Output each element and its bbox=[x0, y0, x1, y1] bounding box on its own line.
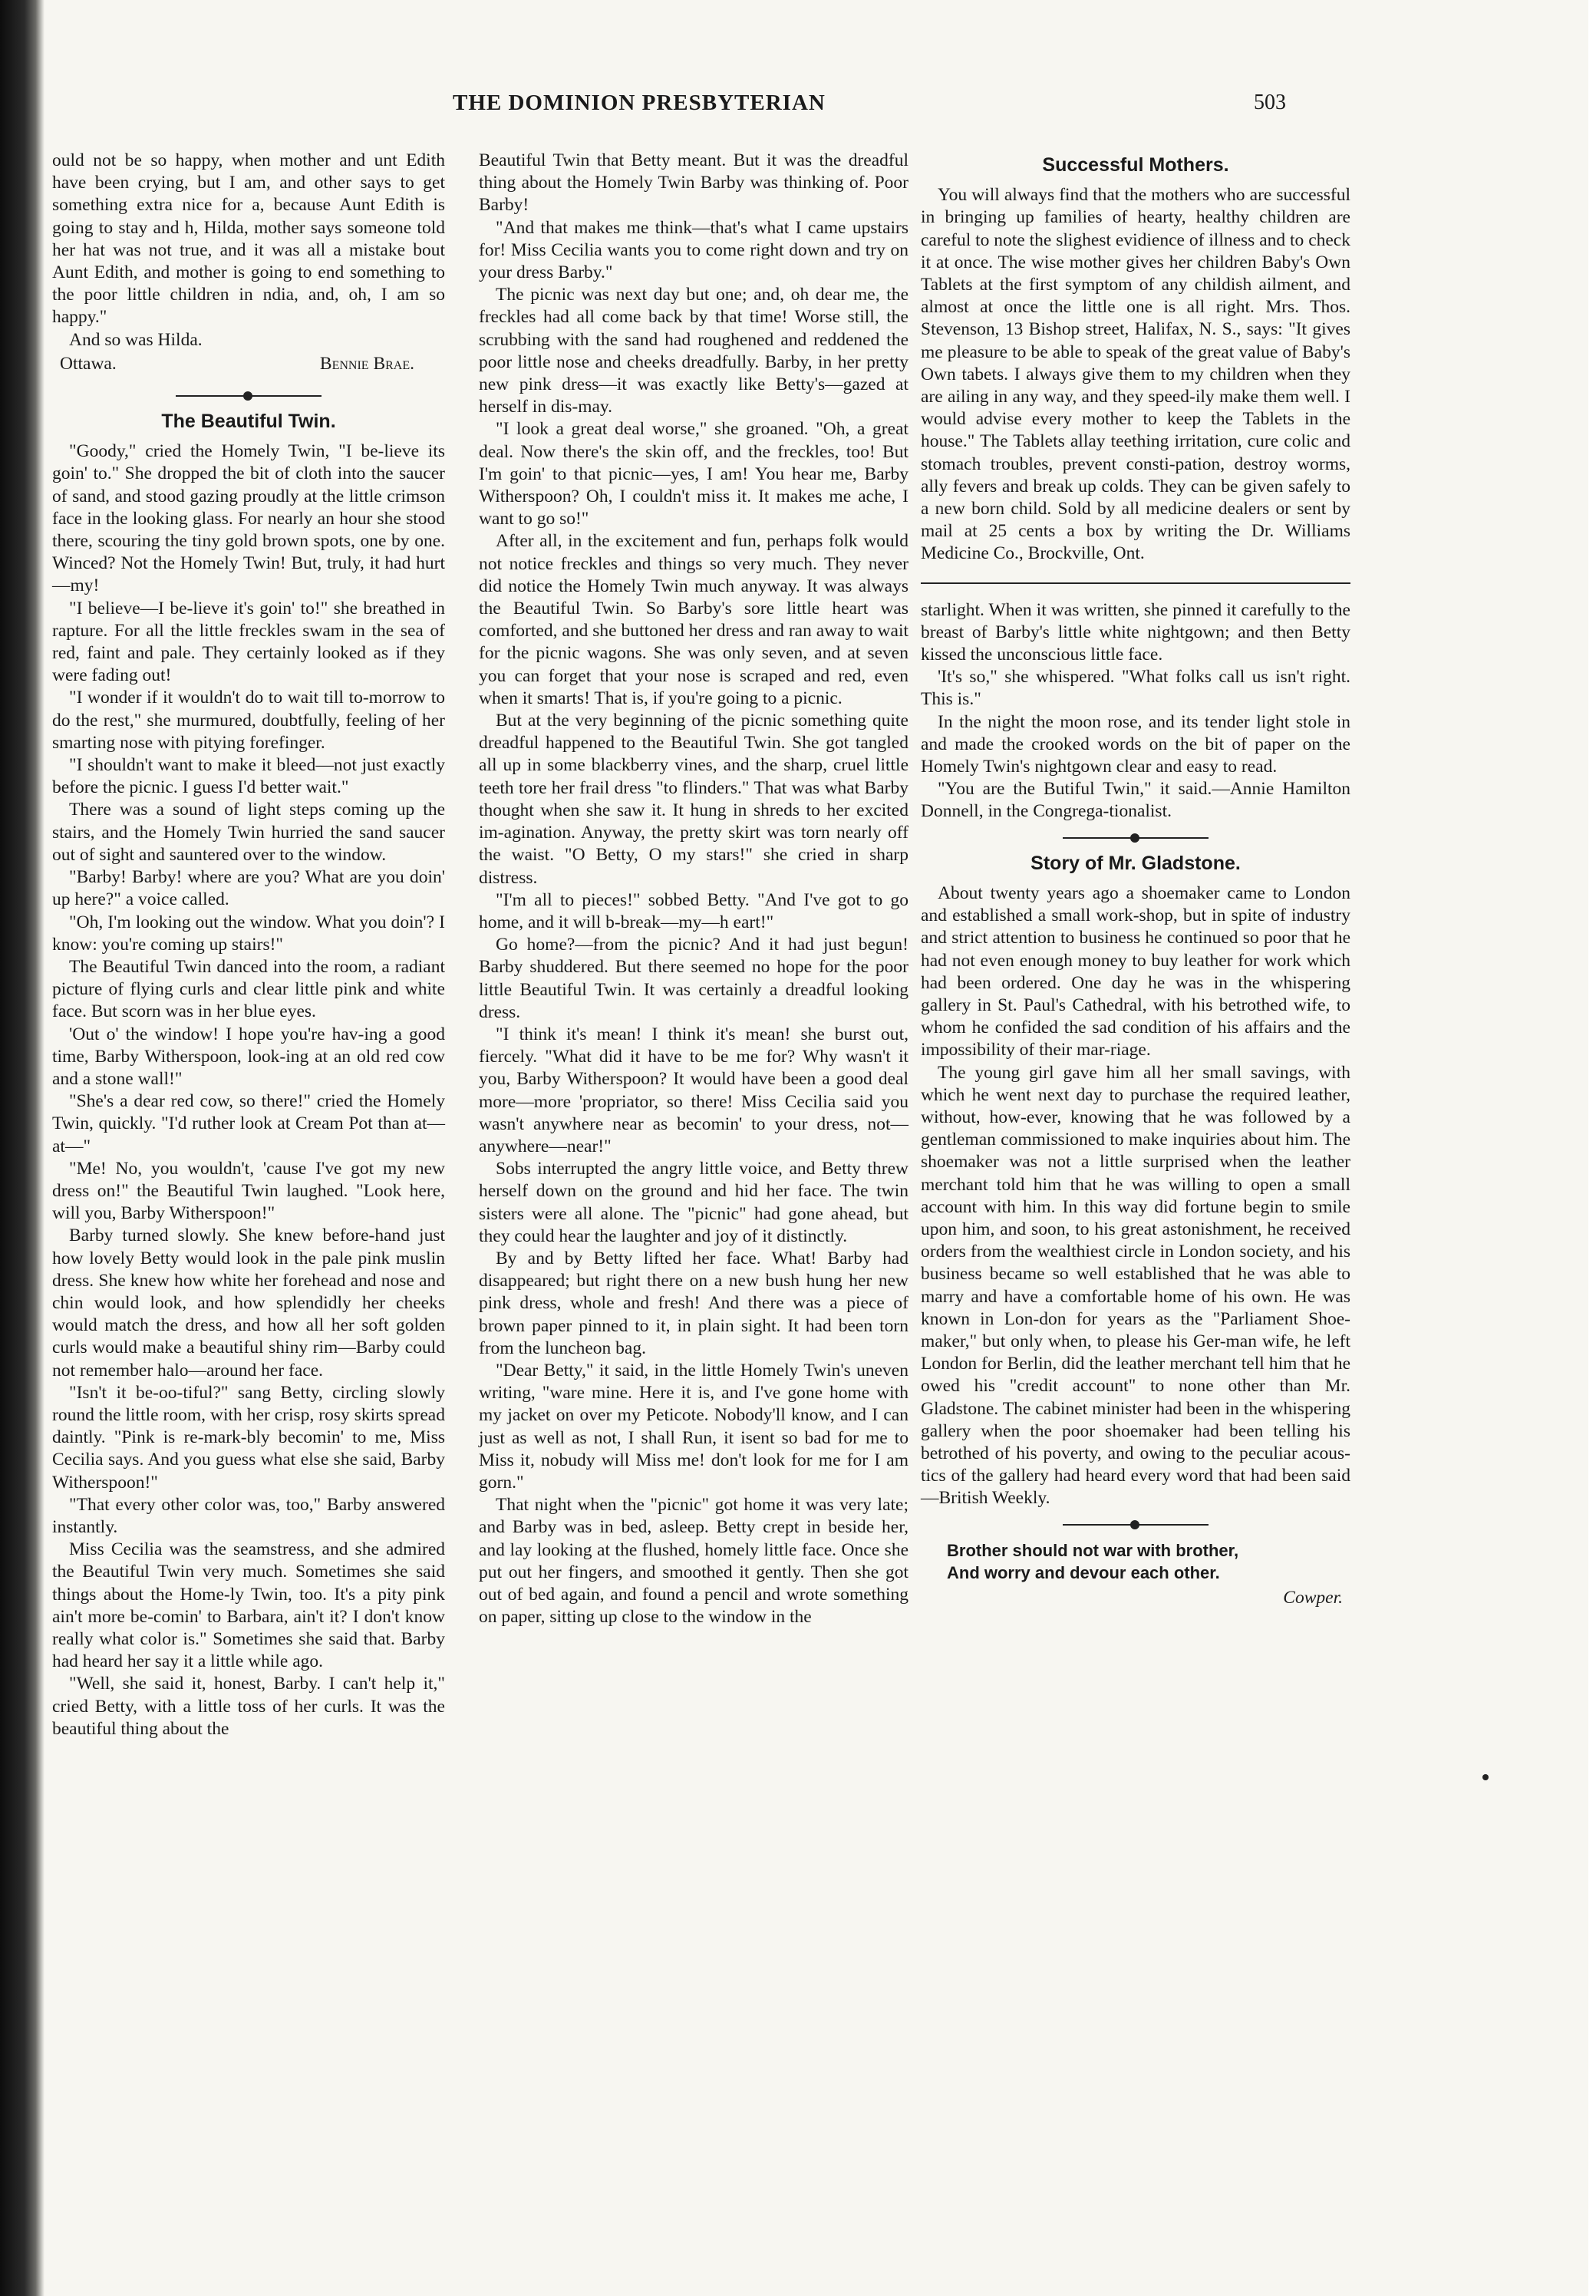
letter-signature bbox=[52, 353, 445, 375]
signature-name: Bennie Brae. bbox=[319, 353, 414, 374]
story-paragraph: Barby turned slowly. She knew before-hand just how lovely Betty would look in the pale pink muslin dress. She knew how white her forehead and nose and chin would look, and how splendidly her cheeks would match the dress, and how all her soft golden curls would make a beautiful shiny rim—Barby could not remember halo—around her face. bbox=[52, 1226, 445, 1381]
story-paragraph: "Dear Betty," it said, in the little Homely Twin's uneven writing, "ware mine. Here it is, and I've gone home with my jacket on over my Peticote. Nobody'll know, and I can just as well as not, I shall Run, it isent so bad for me to Miss it, nobudy will Miss me! don't look for me for I am gorn." bbox=[479, 1360, 908, 1493]
story-paragraph: Beautiful Twin that Betty meant. But it was the dreadful thing about the Homely Twin Barby was thinking of. Poor Barby! bbox=[479, 150, 908, 216]
scan-right-margin bbox=[1588, 0, 1596, 2296]
story-paragraph: "I think it's mean! I think it's mean! she burst out, fiercely. "What did it have to be me for? Why wasn't it you, Barby Witherspoon? It would have been a good deal more—more 'propriator, so there! Miss Cecilia said you wasn't anywhere near as becomin' to your dress, not—anywhere—near!" bbox=[479, 1024, 908, 1156]
story-paragraph: After all, in the excitement and fun, perhaps folk would not notice freckles and things so very much. They never did notice the Homely Twin much anyway. It was always the Beautiful Twin. So Barby's sore little heart was comforted, and she buttoned her dress and ran away to wait for the picnic wagons. She was only seven, and at seven you can forget that your nose is scraped and red, even when it smarts! That is, if you're going to a picnic. bbox=[479, 531, 908, 708]
section-divider bbox=[176, 388, 322, 404]
ad-title-successful-mothers: Successful Mothers. bbox=[1042, 154, 1229, 176]
story-paragraph: "She's a dear red cow, so there!" cried the Homely Twin, quickly. "I'd ruther look at Cream Pot than at—at—" bbox=[52, 1091, 445, 1156]
story-paragraph: "I believe—I be-lieve it's goin' to!" she breathed in rapture. For all the little freckles swam in the sea of red, faint and pale. They certainly looked as if they were fading out! bbox=[52, 598, 445, 686]
story-continuation-paragraph: "You are the Butiful Twin," it said.—Annie Hamilton Donnell, in the Congrega-tionalist. bbox=[921, 779, 1350, 822]
story-paragraph: Go home?—from the picnic? And it had just begun! Barby shuddered. But there seemed no hope for the poor little Beautiful Twin. It was certainly a dreadful looking dress. bbox=[479, 935, 908, 1022]
story-continuation-paragraph: starlight. When it was written, she pinned it carefully to the breast of Barby's little white nightgown; and then Betty kissed the unconscious little face. bbox=[921, 599, 1350, 665]
story-paragraph: "Oh, I'm looking out the window. What you doin'? I know: you're coming up stairs!" bbox=[52, 912, 445, 955]
letter-paragraph: And so was Hilda. bbox=[69, 329, 203, 350]
ad-paragraph: You will always find that the mothers who are successful in bringing up families of hearty, healthy children are careful to note the slighest evidience of illness and to check it at once. The wise mother gives her children Baby's Own Tablets at the first symptom of any childish ailment, and almost at once the little one is all right. Mrs. Thos. Stevenson, 13 Bishop street, Halifax, N. S., says: "It gives me pleasure to be able to speak of the great value of Baby's Own tabets. I always give them to my children when they are ailing in any way, and they speed-ily make them well. I would advise every mother to keep the Tablets in the house." The Tablets allay teething irritation, cure colic and stomach troubles, prevent consti-pation, destroy worms, ally fevers and break up colds. They can be given safely to a new born child. Sold by all medicine dealers or sent by mail at 25 cents a box by writing the Dr. Williams Medicine Co., Brockville, Ont. bbox=[921, 185, 1350, 564]
quote-line: And worry and devour each other. bbox=[947, 1562, 1220, 1582]
quote-line: Brother should not war with brother, bbox=[947, 1540, 1239, 1560]
story-paragraph: "And that makes me think—that's what I came upstairs for! Miss Cecilia wants you to come right down and try on your dress Barby." bbox=[479, 217, 908, 283]
story-paragraph: The picnic was next day but one; and, oh dear me, the freckles had all come back by that time! Worse still, the scrubbing with the sand had roughened and reddened the poor little nose and cheeks dreadfully. Barby, in her pretty new pink dress—it was exactly like Betty's—gazed at herself in dis-may. bbox=[479, 285, 908, 417]
story-continuation-paragraph: In the night the moon rose, and its tender light stole in and made the crooked words on the bit of paper on the Homely Twin's nightgown clear and easy to read. bbox=[921, 711, 1350, 777]
section-rule bbox=[921, 582, 1350, 584]
story-paragraph: "Me! No, you wouldn't, 'cause I've got my new dress on!" the Beautiful Twin laughed. "Look here, will you, Barby Witherspoon!" bbox=[52, 1158, 445, 1224]
story-paragraph: That night when the "picnic" got home it was very late; and Barby was in bed, asleep. Betty crept in beside her, and lay looking at the flushed, homely little face. Once she put out her fingers, and smoothed it gently. Then she got out of bed again, and found a pencil and wrote something on paper, sitting up close to the window in the bbox=[479, 1495, 908, 1628]
story-paragraph: By and by Betty lifted her face. What! Barby had disappeared; but right there on a new bush hung her new pink dress, whole and fresh! And there was a piece of brown paper pinned to it, in plain sight. It had been torn from the luncheon bag. bbox=[479, 1248, 908, 1358]
story-paragraph: "I'm all to pieces!" sobbed Betty. "And I've got to go home, and it will b-break—my—h eart!" bbox=[479, 889, 908, 932]
quote-attribution: Cowper. bbox=[1283, 1587, 1343, 1608]
story-paragraph: "Isn't it be-oo-tiful?" sang Betty, circling slowly round the little room, with her crisp, rosy skirts spread daintly. "Pink is re-mark-bly becomin' to me, Miss Cecilia says. And you guess what else she said, Barby Witherspoon!" bbox=[52, 1382, 445, 1493]
story-paragraph: There was a sound of light steps coming up the stairs, and the Homely Twin hurried the sand saucer out of sight and sauntered over to the window. bbox=[52, 800, 445, 865]
story-paragraph: 'Out o' the window! I hope you're hav-ing a good time, Barby Witherspoon, look-ing at an old red cow and a stone wall!" bbox=[52, 1024, 445, 1089]
running-title: THE DOMINION PRESBYTERIAN bbox=[453, 91, 826, 115]
page-header bbox=[0, 91, 1596, 121]
story-paragraph: "Well, she said it, honest, Barby. I can't help it," cried Betty, with a little toss of her curls. It was the beautiful thing about the bbox=[52, 1674, 445, 1739]
story-paragraph: "I look a great deal worse," she groaned. "Oh, a great deal. Now there's the skin off, and the freckles, too! But I'm goin' to that picnic—yes, I am! You hear me, Barby Witherspoon? Oh, I couldn't miss it. It makes me ache, I want to go so!" bbox=[479, 419, 908, 529]
column-1 bbox=[52, 150, 445, 1740]
story-paragraph: "That every other color was, too," Barby answered instantly. bbox=[52, 1494, 445, 1537]
column-2 bbox=[479, 150, 908, 1628]
story-title-gladstone: Story of Mr. Gladstone. bbox=[1030, 852, 1241, 874]
signature-place: Ottawa. bbox=[60, 353, 117, 374]
print-speck bbox=[1482, 1774, 1489, 1780]
story-paragraph: Miss Cecilia was the seamstress, and she admired the Beautiful Twin very much. Sometimes she said things about the Home-ly Twin, too. It's a pity pink ain't more be-comin' to Barbara, ain't it? I don't know really what color is." Sometimes she said that. Barby had heard her say it a little while ago. bbox=[52, 1539, 445, 1672]
column-3 bbox=[921, 150, 1350, 1609]
section-divider bbox=[1063, 830, 1209, 846]
page-number: 503 bbox=[1254, 91, 1286, 114]
gladstone-paragraph: About twenty years ago a shoemaker came to London and established a small work-shop, but in spite of industry and strict attention to business he continued so poor that he had not even enough money to buy leather for work which had been ordered. One day he was in the whispering gallery in St. Paul's Cathedral, with his betrothed wife, to whom he confided the sad condition of his affairs and the impossibility of their mar-riage. bbox=[921, 882, 1350, 1061]
story-paragraph: "Goody," cried the Homely Twin, "I be-lieve its goin' to." She dropped the bit of cloth into the saucer of sand, and stood gazing proudly at the little crimson face in the looking glass. For nearly an hour she stood there, scouring the tiny gold brown spots, one by one. Winced? Not the Homely Twin! But, truly, it had hurt—my! bbox=[52, 441, 445, 596]
story-paragraph: The Beautiful Twin danced into the room, a radiant picture of flying curls and clear little pink and white face. But scorn was in her blue eyes. bbox=[52, 956, 445, 1022]
story-paragraph: "Barby! Barby! where are you? What are you doin' up here?" a voice called. bbox=[52, 867, 445, 910]
scan-binding-edge bbox=[0, 0, 45, 2296]
gladstone-paragraph: The young girl gave him all her small savings, with which he went next day to purchase the required leather, without, how-ever, knowing that he was followed by a gentleman commissioned to make inquiries about him. The shoemaker was not a little surprised when the leather merchant told him that he was willing to open a small account with him. In this way did fortune begin to smile upon him, and soon, to his great astonishment, he received orders from the wealthiest circle in London society, and his business became so well established that he was able to marry and have a comfortable home of his own. He was known in Lon-don for years as the "Parliament Shoe-maker," but only when, to please his Ger-man wife, he left London for Berlin, did the leather merchant tell him that he owed his "credit account" to none other than Mr. Gladstone. The cabinet minister had been in the whispering gallery when the poor shoemaker had been telling his betrothed of his poverty, and owing to the peculiar acous-tics of the gallery had heard every word that had been said—British Weekly. bbox=[921, 1062, 1350, 1509]
story-paragraph: But at the very beginning of the picnic something quite dreadful happened to the Beautiful Twin. She got tangled all up in some blackberry vines, and the sharp, cruel little teeth tore her frail dress "to flinders." That was what Barby thought when she saw it. It hung in shreds to her excited im-agination. Anyway, the pretty skirt was torn nearly off the waist. "O Betty, O my stars!" she cried in sharp distress. bbox=[479, 711, 908, 888]
letter-paragraph: ould not be so happy, when mother and unt Edith have been crying, but I am, and other says to get something extra nice for a, because Aunt Edith is going to stay and h, Hilda, mother says someone told her hat was not true, and it was all a mistake bout Aunt Edith, and mother is going to end something to the poor little children in ndia, and, oh, I am so happy." bbox=[52, 150, 445, 328]
story-paragraph: "I shouldn't want to make it bleed—not just exactly before the picnic. I guess I'd better wait." bbox=[52, 755, 445, 798]
story-continuation-paragraph: 'It's so," she whispered. "What folks call us isn't right. This is." bbox=[921, 667, 1350, 710]
story-title-beautiful-twin: The Beautiful Twin. bbox=[161, 411, 336, 433]
story-paragraph: Sobs interrupted the angry little voice, and Betty threw herself down on the ground and hid her face. The twin sisters were all alone. The "picnic" had gone ahead, but they could hear the laughter and joy of it distinctly. bbox=[479, 1159, 908, 1246]
section-divider bbox=[1063, 1516, 1209, 1533]
story-paragraph: "I wonder if it wouldn't do to wait till to-morrow to do the rest," she murmured, doubtfully, feeling of her smarting nose with pitying forefinger. bbox=[52, 688, 445, 753]
